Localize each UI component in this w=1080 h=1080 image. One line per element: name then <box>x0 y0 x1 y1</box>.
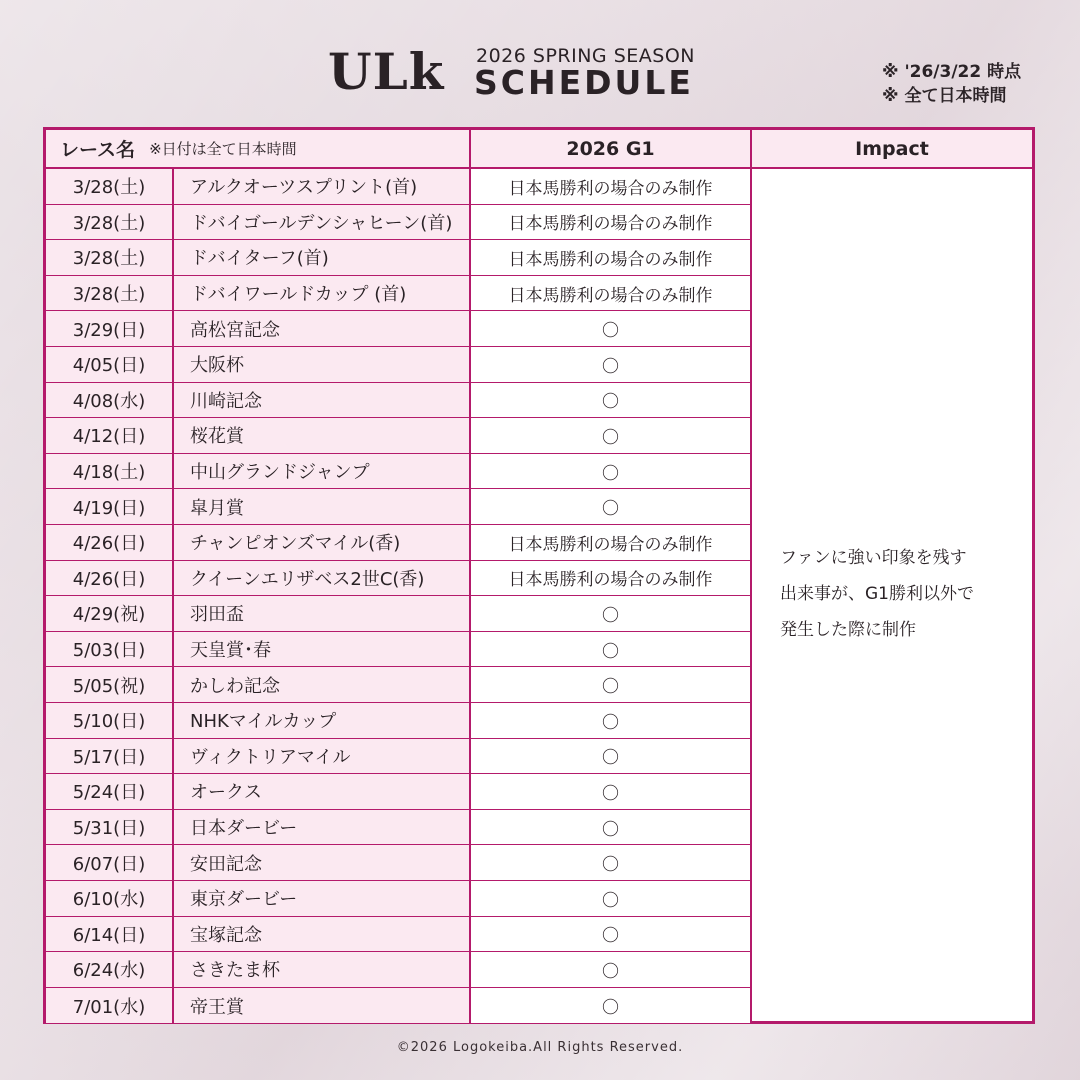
g1-status: 〇 <box>471 917 752 952</box>
race-date: 6/07(日) <box>46 845 174 880</box>
copyright: ©2026 Logokeiba.All Rights Reserved. <box>396 1040 684 1055</box>
table-row <box>46 952 752 988</box>
g1-status: 〇 <box>471 703 752 738</box>
race-name: 東京ダービー <box>174 881 471 916</box>
race-date: 4/05(日) <box>46 347 174 382</box>
race-date: 3/28(土) <box>46 205 174 240</box>
table-row <box>46 276 752 312</box>
race-name: ドバイターフ(首) <box>174 240 471 275</box>
g1-status: 日本馬勝利の場合のみ制作 <box>471 525 752 560</box>
page-header <box>0 0 1080 120</box>
g1-status: 〇 <box>471 739 752 774</box>
impact-description <box>780 540 1030 648</box>
race-date: 5/03(日) <box>46 632 174 667</box>
g1-status: 〇 <box>471 383 752 418</box>
race-name: 帝王賞 <box>174 988 471 1024</box>
brand-logo: ULk <box>328 42 445 101</box>
page-title: SCHEDULE <box>474 63 694 102</box>
race-name: ドバイワールドカップ (首) <box>174 276 471 311</box>
race-name: 宝塚記念 <box>174 917 471 952</box>
race-date: 3/29(日) <box>46 311 174 346</box>
note-timezone: ※ 全て日本時間 <box>882 86 1007 106</box>
season-label: 2026 SPRING SEASON <box>476 45 695 67</box>
g1-status: 〇 <box>471 667 752 702</box>
header-race-name-note: ※日付は全て日本時間 <box>149 140 297 158</box>
race-name: 大阪杯 <box>174 347 471 382</box>
race-date: 5/05(祝) <box>46 667 174 702</box>
race-date: 4/26(日) <box>46 525 174 560</box>
race-name: 桜花賞 <box>174 418 471 453</box>
g1-status: 日本馬勝利の場合のみ制作 <box>471 169 752 204</box>
table-row <box>46 881 752 917</box>
table-row <box>46 347 752 383</box>
table-row <box>46 525 752 561</box>
race-date: 6/10(水) <box>46 881 174 916</box>
g1-status: 〇 <box>471 845 752 880</box>
g1-status: 〇 <box>471 952 752 987</box>
race-name: 川崎記念 <box>174 383 471 418</box>
g1-status: 〇 <box>471 418 752 453</box>
table-header-row <box>46 130 1032 169</box>
table-row <box>46 667 752 703</box>
race-name: オークス <box>174 774 471 809</box>
table-row <box>46 489 752 525</box>
header-impact: Impact <box>855 137 929 160</box>
race-name: チャンピオンズマイル(香) <box>174 525 471 560</box>
race-date: 4/18(土) <box>46 454 174 489</box>
table-row <box>46 917 752 953</box>
race-name: かしわ記念 <box>174 667 471 702</box>
race-name: クイーンエリザベス2世C(香) <box>174 561 471 596</box>
table-row <box>46 169 752 205</box>
note-as-of-date: ※ '26/3/22 時点 <box>882 62 1022 82</box>
race-date: 6/24(水) <box>46 952 174 987</box>
race-name: さきたま杯 <box>174 952 471 987</box>
impact-line: 発生した際に制作 <box>780 620 916 640</box>
race-name: 羽田盃 <box>174 596 471 631</box>
table-row <box>46 632 752 668</box>
g1-status: 〇 <box>471 311 752 346</box>
race-name: 皐月賞 <box>174 489 471 524</box>
g1-status: 〇 <box>471 596 752 631</box>
table-row <box>46 205 752 241</box>
race-name: 安田記念 <box>174 845 471 880</box>
impact-line: 出来事が、G1勝利以外で <box>780 584 974 604</box>
race-date: 4/19(日) <box>46 489 174 524</box>
table-row <box>46 240 752 276</box>
g1-status: 〇 <box>471 454 752 489</box>
header-notes <box>882 60 1021 108</box>
race-name: ドバイゴールデンシャヒーン(首) <box>174 205 471 240</box>
table-row <box>46 561 752 597</box>
race-date: 4/29(祝) <box>46 596 174 631</box>
g1-status: 〇 <box>471 489 752 524</box>
race-date: 5/31(日) <box>46 810 174 845</box>
g1-status: 〇 <box>471 988 752 1024</box>
race-date: 7/01(水) <box>46 988 174 1024</box>
table-row <box>46 845 752 881</box>
race-date: 3/28(土) <box>46 240 174 275</box>
table-row <box>46 703 752 739</box>
header-race-name-label: レース名 <box>60 139 136 161</box>
table-row <box>46 596 752 632</box>
table-row <box>46 418 752 454</box>
race-date: 6/14(日) <box>46 917 174 952</box>
race-date: 4/08(水) <box>46 383 174 418</box>
race-date: 5/24(日) <box>46 774 174 809</box>
table-row <box>46 383 752 419</box>
race-name: NHKマイルカップ <box>174 703 471 738</box>
g1-status: 〇 <box>471 881 752 916</box>
race-date: 3/28(土) <box>46 169 174 204</box>
table-row <box>46 988 752 1024</box>
g1-status: 日本馬勝利の場合のみ制作 <box>471 276 752 311</box>
header-g1: 2026 G1 <box>471 130 752 167</box>
table-row <box>46 454 752 490</box>
table-row <box>46 739 752 775</box>
race-name: 高松宮記念 <box>174 311 471 346</box>
race-date: 3/28(土) <box>46 276 174 311</box>
g1-status: 〇 <box>471 810 752 845</box>
g1-status: 日本馬勝利の場合のみ制作 <box>471 205 752 240</box>
race-date: 4/12(日) <box>46 418 174 453</box>
table-row <box>46 810 752 846</box>
schedule-table <box>43 127 1035 1024</box>
impact-line: ファンに強い印象を残す <box>780 548 967 568</box>
race-date: 5/10(日) <box>46 703 174 738</box>
race-name: ヴィクトリアマイル <box>174 739 471 774</box>
race-name: 日本ダービー <box>174 810 471 845</box>
race-name: アルクオーツスプリント(首) <box>174 169 471 204</box>
race-date: 5/17(日) <box>46 739 174 774</box>
g1-status: 日本馬勝利の場合のみ制作 <box>471 561 752 596</box>
g1-status: 〇 <box>471 632 752 667</box>
header-race-name <box>46 130 471 167</box>
g1-status: 〇 <box>471 347 752 382</box>
race-date: 4/26(日) <box>46 561 174 596</box>
race-name: 天皇賞･春 <box>174 632 471 667</box>
table-row <box>46 311 752 347</box>
table-row <box>46 774 752 810</box>
g1-status: 〇 <box>471 774 752 809</box>
g1-status: 日本馬勝利の場合のみ制作 <box>471 240 752 275</box>
race-name: 中山グランドジャンプ <box>174 454 471 489</box>
